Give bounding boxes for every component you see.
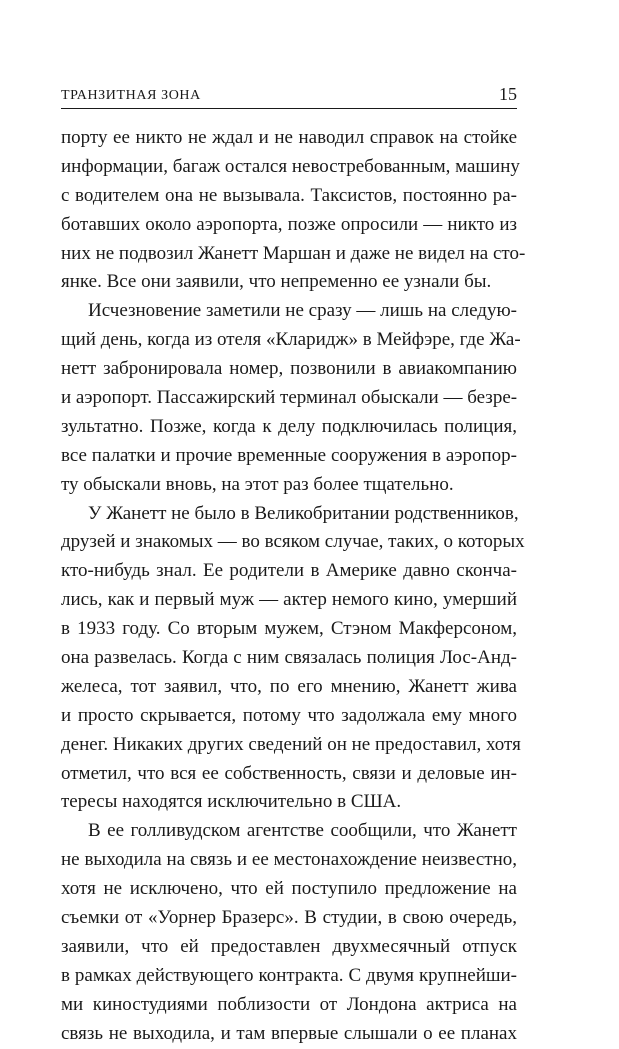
text-line: ту обыскали вновь, на этот раз более тщательно.: [61, 473, 454, 495]
paragraph-4: [61, 817, 517, 1048]
text-line: все палатки и прочие временные сооружения в аэропор-: [61, 444, 517, 466]
text-line: щий день, когда из отеля «Кларидж» в Мейфэре, где Жа-: [61, 329, 521, 351]
text-line: порту ее никто не ждал и не наводил справок на стойке: [61, 127, 517, 148]
running-header: [61, 84, 517, 109]
text-line: У Жанетт не было в Великобритании родственников,: [88, 502, 519, 524]
text-line: лись, как и первый муж — актер немого кино, умерший: [61, 589, 517, 611]
text-line: съемки от «Уорнер Бразерс». В студии, в свою очередь,: [61, 907, 517, 929]
text-line: кто-нибудь знал. Ее родители в Америке давно скончa-: [61, 560, 517, 582]
paragraph-3: [61, 500, 525, 818]
text-line: тересы находятся исключительно в США.: [61, 791, 402, 813]
text-line: ботавших около аэропорта, позже опросили — никто из: [61, 213, 517, 235]
paragraph-2: [61, 297, 521, 499]
page-number: 15: [499, 84, 517, 104]
text-line: в 1933 году. Со вторым мужем, Стэном Макферсоном,: [61, 618, 517, 640]
text-line: друзей и знакомых — во всяком случае, таких, о которых: [61, 531, 525, 553]
running-title: ТРАНЗИТНАЯ ЗОНА: [61, 88, 201, 103]
text-line: денег. Никаких других сведений он не предоставил, хотя: [61, 733, 521, 755]
text-line: желеса, тот заявил, что, по его мнению, Жанетт жива: [61, 675, 517, 697]
text-line: В ее голливудском агентстве сообщили, что Жанетт: [88, 820, 517, 842]
text-line: и просто скрывается, потому что задолжала ему много: [61, 704, 517, 726]
body-text: [61, 124, 526, 1049]
text-line: с водителем она не вызывала. Таксистов, постоянно ра-: [61, 184, 517, 206]
text-line: ми киностудиями поблизости от Лондона актриса на: [61, 993, 517, 1015]
text-line: информации, багаж остался невостребованным, машину: [61, 155, 520, 177]
text-line: хотя не исключено, что ей поступило предложение на: [61, 878, 517, 900]
text-line: отметил, что вся ее собственность, связи и деловые ин-: [61, 762, 517, 784]
text-line: них не подвозил Жанетт Маршан и даже не видел на сто-: [61, 242, 526, 264]
text-line: в рамках действующего контракта. С двумя крупнейши-: [61, 964, 517, 986]
text-line: Исчезновение заметили не сразу — лишь на следую-: [88, 300, 517, 322]
text-line: связь не выходила, и там впервые слышали о ее планах: [61, 1022, 517, 1044]
text-line: зультатно. Позже, когда к делу подключилась полиция,: [61, 415, 517, 437]
text-line: и аэропорт. Пассажирский терминал обыскали — безре-: [61, 387, 518, 409]
text-line: не выходила на связь и ее местонахождение неизвестно,: [61, 849, 517, 871]
text-line: заявили, что ей предоставлен двухмесячный отпуск: [61, 935, 517, 957]
text-line: нетт забронировала номер, позвонили в авиакомпанию: [61, 358, 517, 380]
text-line: она развелась. Когда с ним связалась полиция Лос-Анд-: [61, 647, 517, 669]
paragraph-1: [61, 124, 526, 297]
text-line: янке. Все они заявили, что непременно ее узнали бы.: [61, 271, 492, 293]
